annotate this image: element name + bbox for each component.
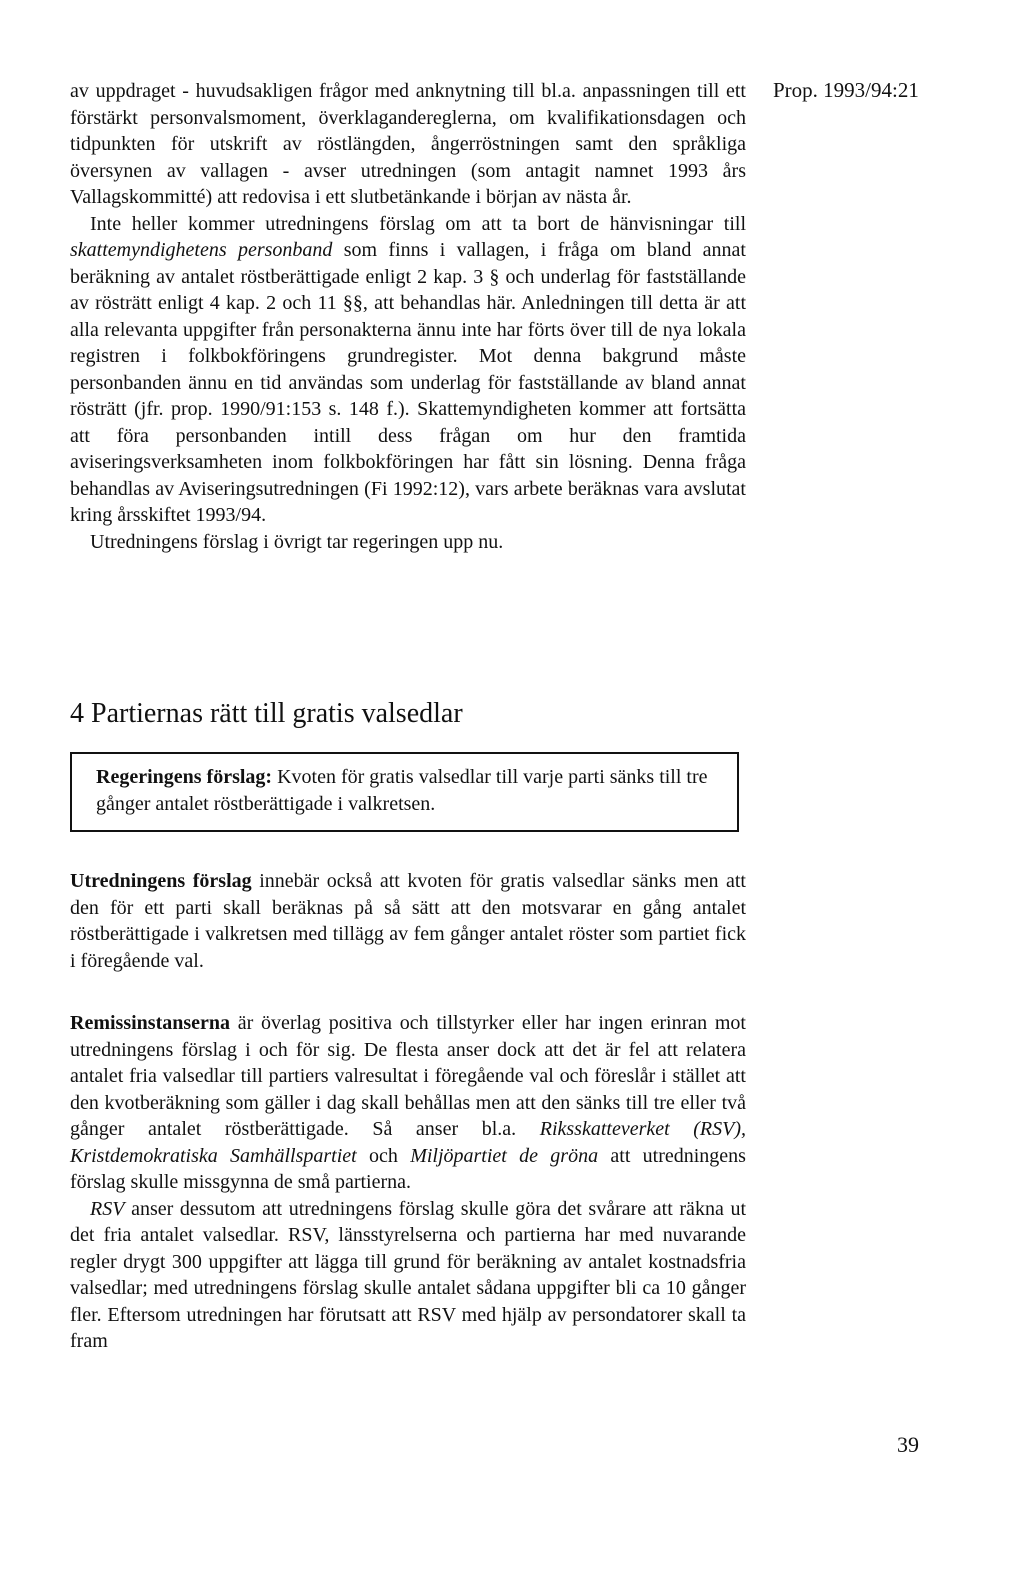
paragraph-2-italic-term: skattemyndighetens personband [70, 239, 333, 261]
paragraph-2-start: Inte heller kommer utredningens förslag om att ta bort de hänvisningar till [90, 212, 746, 235]
paragraph-2-rest: som finns i vallagen, i fråga om bland annat beräkning av antalet röstberättigade enligt 2 kap. 3 § och underlag för fastställande av rösträtt enligt 4 kap. 2 och 11 §§, att behandlas här. Anledningen till detta är att alla relevanta uppgifter från personakterna ännu inte har förts över till de nya lokala registren i folkbokföringens grundregister. Mot denna bakgrund måste personbanden ännu en tid användas som underlag för fastställande av bland annat rösträtt (jfr. prop. 1990/91:153 s. 148 f.). Skattemyndigheten kommer att fortsätta att föra personbanden intill dess frågan om hur den framtida aviseringsverksamheten inom folkbokföringen har fått sin lösning. Denna fråga behandlas av Aviseringsutredningen (Fi 1992:12), vars arbete beräknas vara avslutat kring årsskiftet 1993/94. [70, 239, 746, 526]
rsv-paragraph [70, 1196, 746, 1355]
committee-paragraph [70, 868, 746, 974]
page-number: 39 [897, 1432, 919, 1457]
section-continuation [70, 78, 746, 555]
rsv-italic: RSV [90, 1197, 125, 1220]
section-heading: 4 Partiernas rätt till gratis valsedlar [70, 698, 463, 729]
proposal-box-text: Kvoten för gratis valsedlar till varje parti sänks till tre gånger antalet röstberättigade i valkretsen. [96, 766, 708, 815]
committee-proposal [70, 868, 746, 974]
committee-label: Utredningens förslag [70, 870, 252, 892]
committee-text: innebär också att kvoten för gratis valsedlar sänks men att den för ett parti skall beräknas på så sätt att den motsvarar en gång antalet röstberättigade i valkretsen med tillägg av fem gånger antalet röster som partiet fick i föregående val. [70, 870, 746, 972]
responses-italic-1: Riksskatteverket (RSV), Kristdemokratiska Samhällspartiet [70, 1118, 747, 1167]
proposition-reference: Prop. 1993/94:21 [773, 78, 919, 102]
paragraph-2 [70, 211, 746, 529]
responses-text-a: är överlag positiva och tillstyrker eller har ingen erinran mot utredningens förslag i och för sig. De flesta anser dock att det är fel att relatera antalet fria valsedlar till partiers valresultat i föregående val och föreslår i stället att den kvotberäkning som gäller i dag skall behållas men att den sänks till tre eller två gånger antalet röstberättigade. Så anser bl.a. [70, 1012, 746, 1140]
consultation-responses [70, 1010, 746, 1355]
responses-label: Remissinstanserna [70, 1012, 231, 1034]
proposal-box [70, 752, 739, 832]
responses-text-c: att utredningens förslag skulle missgynna de små partierna. [70, 1144, 746, 1193]
responses-italic-2: Miljöpartiet de gröna [410, 1144, 599, 1167]
proposal-box-label: Regeringens förslag: [96, 766, 273, 788]
responses-paragraph [70, 1010, 746, 1196]
paragraph-1: av uppdraget - huvudsakligen frågor med anknytning till bl.a. anpassningen till ett förstärkt personvalsmoment, överklagandereglerna, om kvalifikationsdagen och tidpunkten för utskrift av röstlängden, ångerröstningen samt den språkliga översynen av vallagen - avser utredningen (som antagit namnet 1993 års Vallagskommitté) att redovisa i ett slutbetänkande i början av nästa år. [70, 80, 746, 208]
paragraph-3: Utredningens förslag i övrigt tar regeringen upp nu. [90, 530, 504, 553]
responses-text-b: och [356, 1144, 411, 1167]
rsv-text: anser dessutom att utredningens förslag skulle göra det svårare att räkna ut det fria antalet valsedlar. RSV, länsstyrelserna och partierna har med nuvarande regler drygt 300 uppgifter att lägga till grund för beräkning av antalet kostnadsfria valsedlar; med utredningens förslag skulle antalet sådana uppgifter bli ca 10 gånger fler. Eftersom utredningen har förutsatt att RSV med hjälp av persondatorer skall ta fram [70, 1197, 746, 1352]
